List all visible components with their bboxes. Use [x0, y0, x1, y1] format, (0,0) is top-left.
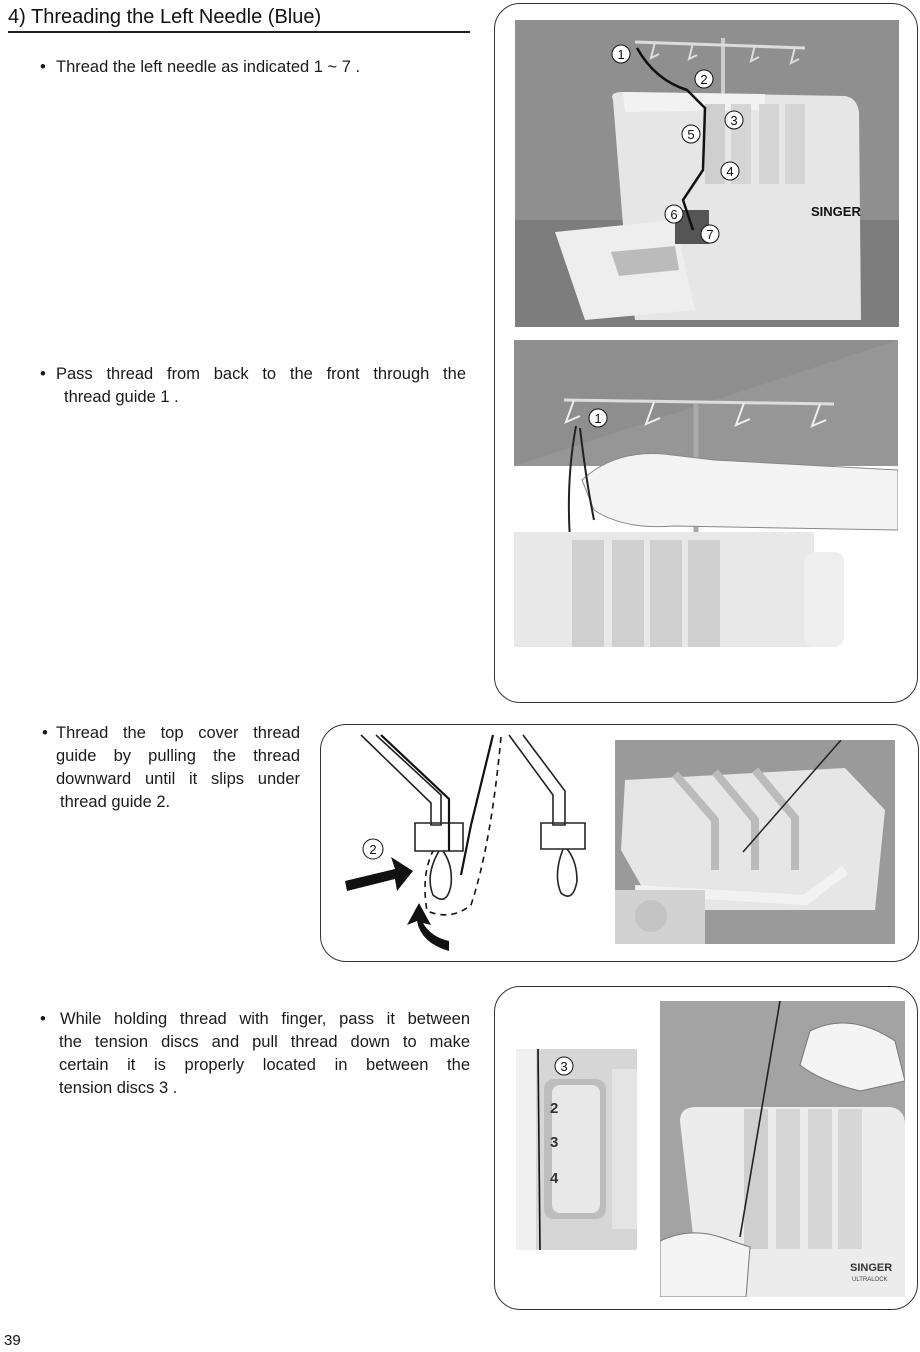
callout-3 — [555, 1057, 573, 1075]
bullet: • — [40, 58, 46, 76]
step-3-line-3: downward until it slips under — [56, 770, 300, 788]
step-4-text — [40, 1008, 470, 1100]
page-number: 39 — [4, 1332, 21, 1349]
step-2-line-2: thread guide 1 . — [64, 388, 179, 406]
svg-text:2: 2 — [700, 72, 708, 87]
svg-text:7: 7 — [706, 227, 714, 242]
step-3-line-2: guide by pulling the thread — [56, 747, 300, 765]
step-3-line-4: thread guide 2. — [60, 793, 171, 811]
svg-text:4: 4 — [726, 164, 734, 179]
bullet: • — [40, 365, 46, 383]
page-title: 4) Threading the Left Needle (Blue) — [8, 4, 470, 33]
machine-overview-photo — [515, 20, 899, 327]
figure-panel-2 — [320, 724, 919, 962]
figure-panel-3 — [494, 986, 918, 1310]
svg-text:2: 2 — [369, 842, 377, 857]
callout-1 — [589, 409, 607, 427]
bullet: • — [40, 1010, 46, 1028]
callout-7 — [701, 225, 719, 243]
svg-text:3: 3 — [730, 113, 738, 128]
tension-dial-closeup — [516, 1049, 637, 1250]
step-2-line-1: Pass thread from back to the front through the — [56, 365, 466, 383]
svg-text:1: 1 — [617, 47, 625, 62]
callout-5 — [682, 125, 700, 143]
dial-number-2: 2 — [550, 1100, 559, 1117]
bullet: • — [42, 724, 48, 742]
callout-1 — [612, 45, 630, 63]
callout-3 — [725, 111, 743, 129]
callout-2 — [695, 70, 713, 88]
step-3-line-1: Thread the top cover thread — [56, 724, 300, 742]
step-4-line-1: While holding thread with finger, pass it between — [60, 1010, 470, 1028]
step-1-instruction: Thread the left needle as indicated 1 ~ 7 . — [56, 58, 361, 76]
step-3-text — [42, 722, 300, 814]
callout-2 — [363, 839, 383, 859]
thread-guide-diagram — [321, 725, 611, 961]
brand-label: SINGER — [850, 1262, 893, 1274]
svg-text:1: 1 — [594, 411, 602, 426]
svg-text:6: 6 — [670, 207, 678, 222]
step-1-text — [40, 56, 470, 79]
step-4-line-4: tension discs 3 . — [59, 1079, 178, 1097]
step-4-line-2: the tension discs and pull thread down to make — [59, 1033, 470, 1051]
step-4-line-3: certain it is properly located in between the — [59, 1056, 470, 1074]
cover-thread-guide-photo — [615, 740, 895, 944]
step-2-text — [40, 363, 466, 409]
svg-text:3: 3 — [560, 1059, 568, 1074]
model-label: ULTRALOCK — [852, 1277, 888, 1283]
thread-guide-photo — [514, 340, 898, 647]
callout-4 — [721, 162, 739, 180]
brand-label: SINGER — [811, 204, 861, 219]
svg-text:5: 5 — [687, 127, 695, 142]
dial-number-3: 3 — [550, 1134, 559, 1151]
dial-number-4: 4 — [550, 1170, 559, 1187]
callout-6 — [665, 205, 683, 223]
tension-discs-photo — [660, 1001, 905, 1297]
